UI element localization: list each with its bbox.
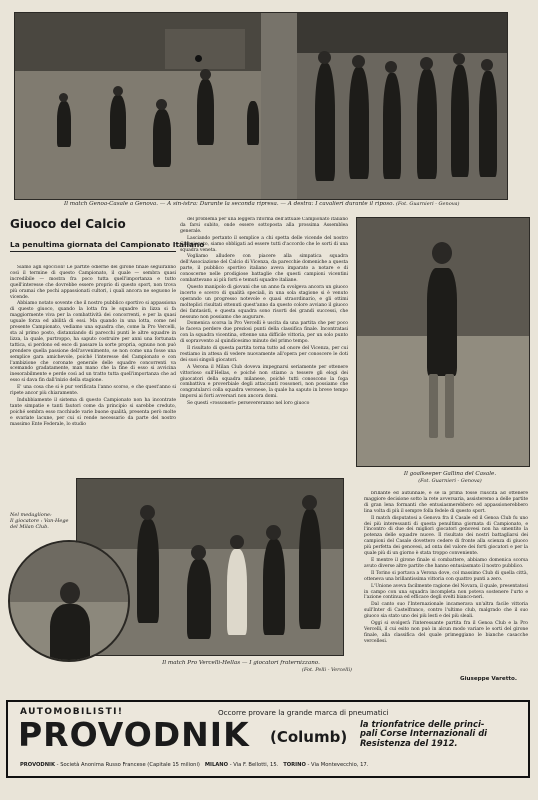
ad-slogan-line-2: pali Corse Internazionali di [360, 728, 488, 739]
ad-top-right: Occorre provare la grande marca di pneumatici [218, 708, 389, 717]
paragraph: Abbiamo notato sovente che il nostro pubblico sportivo si appassiona di questo giuoco, quando la lotta fra le squadre in lizza si fa maggiormente viva per la combattività dei concorrenti, e per la quasi uguale forza ed abilità di essi. Ma quando in una lotta, come nel presente Campionato, vediamo una squadra che, come la Pro Vercelli, sta al primo posto, distanziando di parecchi punti le altre squadre in lizza, la quale, purtroppo, ha saputo costruire per anni una fortunata tattica, si perdono ed esce di passare la sorte propria, ognuno non può prendere quella passione dell'avvenimento, se non come una fosse una semplice gara amichevole, poiché l'interesse del Campionato e con l'ambizione che coronate generale delle squadre concorrenti va scemando gradatamente, man mano che la fine di esso si avvicina inesorabilmente e perde così ad un tratto tutta quell'importanza che ad esso si dava fin dall'inizio della stagione. [10, 301, 176, 384]
article-headline: La penultima giornata del Campionato Italiano [10, 240, 205, 249]
article-column-3 [364, 491, 528, 671]
paragraph: Il match disputatosi a Genova fra il Casale ed il Genoa Club fu uno dei più interessanti di questa penultima giornata di Campionato, e l'incontro di due dei migliori giocatori genovesi non ha smentito la potenza delle squadre nuove. Il risultato dei nostri battagliarsi dei campioni del Casale dovettero cedere di fronte alla scienza di giuoco più perfetta dei genovesi, ad onta del valore dei forti giocatori e per la quale più di un giorno è stata troppo conveniente. [364, 515, 528, 557]
ad-slogan-line-1: la trionfatrice delle princi- [360, 719, 485, 729]
paragraph: Questo manipolo di giovani che un anno fa svolgeva ancora un giuoco incerto e scevro di qualità speciali, in una sola stagione si è venuto operando un progresso notevole e quasi straordinario, e gli ottimi molteplici risultati ottenuti quest'anno da questo colore avviano il giuoco dei fantasisti, e questa squadra sono risorti dei grandi successi, che nessuno non possiamo che augurare. [180, 284, 348, 320]
top-caption-right: A destra: I cavalieri durante il riposo. [287, 201, 395, 207]
right-photo [356, 217, 530, 467]
top-caption-left: A sin-istra: Durante la seconda ripresa. [167, 201, 279, 207]
bottom-caption-text: Il match Pro Vercelli-Hellas — I giocatori fraternizzano. [162, 660, 320, 666]
ad-footer-city-2: TORINO [283, 762, 306, 768]
bottom-caption-credit: (Fot. Pelli - Vercelli) [301, 667, 352, 673]
article-signature: Giuseppe Varetto. [460, 676, 518, 682]
right-photo-caption [372, 471, 528, 485]
ad-footer-address-2: Via Montevecchio, 17. [311, 762, 369, 768]
paragraph: L'Unione aveva facilmente ragione del Novara, il quale, presentatosi in campo con una squadra incompleta non poteva sostenere l'urto e l'azione continua ed efficace degli svelti bianco-neri. [364, 583, 528, 601]
paragraph: E' una cosa che si è pur verificata l'anno scorso, e che quest'anno si ripete ancor più chiaramente. [10, 385, 176, 397]
headline-rule [10, 251, 176, 252]
medallion-label-text: Il giocatore : Van-Hege del Milan Club. [10, 518, 69, 531]
ad-footer-brand: PROVODNIK [20, 762, 55, 768]
top-caption-title: Il match Genoa-Casale a Genova. [64, 201, 158, 207]
medallion-label [10, 512, 74, 531]
top-photo [14, 12, 508, 200]
goalkeeper-figure [427, 268, 457, 376]
paragraph: Il risultato di questa partita torna tutto ad onore del Vicenza, per cui restiamo in attesa di vedere nuovamente all'opera per conoscere le doti dei suoi singoli giocatori. [180, 346, 348, 363]
ad-top-left: AUTOMOBILISTI! [20, 707, 124, 717]
paragraph: Lasciando pertanto il semplice a chi spetta delle vicende del nostro Campionato, siamo obbligati ad essere tutti d'accordo che le sorti di una squadra veneta. [180, 235, 348, 253]
ad-slogan-line-3: Resistenza del 1912. [360, 737, 458, 748]
paragraph: del problema per una leggera riforma dell'attuale Campionato italiano da farsi subito, onde essere sottoposta alla prossima Assemblea generale. [180, 217, 348, 234]
top-photo-caption: Il match Genoa-Casale a Genova. — A sin-istra: Durante la seconda ripresa. — A destra: I cavalieri durante il riposo. (Fot. Guarnieri - Genova) [64, 201, 460, 207]
paragraph: A Verona il Milan Club doveva impegnarsi seriamente per ottenere vittorioso sull'Hellas, e poiché non stiamo a tessere gli elogi dei giuocatori della squadra milanese, poiché tutti conoscono la foga combattiva e proverbiale degli attaccanti rossoneri, non possiamo che congratularci colla squadra veronese, la quale ha saputo in breve tempo imporsi ai forti avversari non ancora domi. [180, 364, 348, 400]
section-title: Giuoco del Calcio [10, 217, 126, 231]
bottom-photo-caption [130, 660, 352, 674]
ad-footer: PROVODNIK - Società Anonima Russo Francese (Capitale 15 milioni) MILANO - Via F. Bellotti, 15. TORINO - Via Montevecchio, 17. [20, 762, 369, 768]
top-photo-right-panel [297, 13, 507, 199]
ad-footer-company: Società Anonima Russo Francese (Capitale 15 milioni) [60, 762, 200, 768]
article-column-2 [180, 217, 348, 479]
paragraph: Domenica scorsa la Pro Vercelli è uscita da una partita che per poco le faceva perdere due preziosi punti della classifica finale. Incontratasi con la squadra vicentina, ottenne una difficile vittoria, per un solo punto di sopravvento al quindicesimo minuto del primo tempo. [180, 321, 348, 345]
paragraph: Siamo agli sgoccioli! Le partite odierne del girone finale seguiranno così il termine di questo Campionato, il quale — sembra quasi incredibile — mostra fra poco tutta quell'importanza e tutto quell'interesse che dovrebbe essere proprio di questo sport, non trova più oramai che pochi appassionati cultori, i quali ancora ne seguono le vicende. [10, 265, 176, 300]
paragraph: Dal canto suo l'Internazionale incamerava un'altra facile vittoria sull'Inter di Castelfranco, contro l'ultimo club, malgrado che il suo giuoco sia stato uno dei più lesti e dei più sleali. [364, 602, 528, 620]
right-caption-credit: (Fot. Guarnieri - Genova) [418, 478, 482, 484]
paragraph: Indubbiamente il sistema di questo Campionato non ha incontrate tante simpatie e tanti fautori come da principio si sarebbe creduto, poiché sembra esso racchiude varie buone qualità, presenta però molte e svariate lacune, per cui si rende necessario da parte del nostro massimo Ente Federale, lo studio [10, 397, 176, 427]
right-caption-text: Il goalkeeper Gallina del Casale. [403, 471, 497, 477]
paragraph: brillante ed autunnale, e se la prima fosse riuscita ad ottenere maggiore decisione sotto la rete avversaria, assisteremo a delle partite di gran lena formanti che entusiasmerebbero ed appassionerebbero lina volta di più il sempre folla fedele di questo sport. [364, 491, 528, 514]
article-column-1 [10, 265, 176, 477]
paragraph: Vogliamo alludere con piacere alla simpatica squadra dell'Associazione del Calcio di Vicenza, da parecchie domeniche a questa parte, il pubblico sportivo italiano aveva imparato a notare e di conoscerne nelle prodigiose battaglie che questi campioni vicentini combattevano ai più forti e temuti squadre italiane. [180, 254, 348, 284]
top-photo-left-panel [15, 13, 261, 199]
ad-brand-suffix: (Columb) [270, 728, 348, 746]
provodnik-advertisement [6, 700, 530, 778]
top-caption-credit: (Fot. Guarnieri - Genova) [395, 201, 460, 207]
paragraph: Se questi «rossoneri» persevereranno nel loro giuoco [187, 401, 310, 407]
paragraph: Il Torino si portava a Verona dove, col massimo Club di quella città, otteneva una brillantissima vittoria con quattro punti a zero. [364, 570, 528, 582]
paragraph: E mentre il girone finale si combattere, abbiamo domenica scorsa avuto diverse altre partite che hanno entusiasmato il nostro pubblico. [364, 557, 528, 569]
ad-footer-city-1: MILANO [204, 762, 229, 768]
ad-brand: PROVODNIK [18, 715, 250, 754]
ad-slogan [360, 720, 522, 748]
paragraph: Oggi si svolgerà l'interessante partita fra il Genoa Club e la Pro Vercelli, il cui esito non può in alcun modo variare le sorti del girone finale, alla classifica del quale primeggiano le bianche casacche vercellesi. [364, 621, 528, 644]
medallion-label-title: Nel medaglione: [10, 512, 52, 518]
medallion-photo [8, 540, 130, 662]
ad-footer-address-1: Via F. Bellotti, 15. [233, 762, 279, 768]
